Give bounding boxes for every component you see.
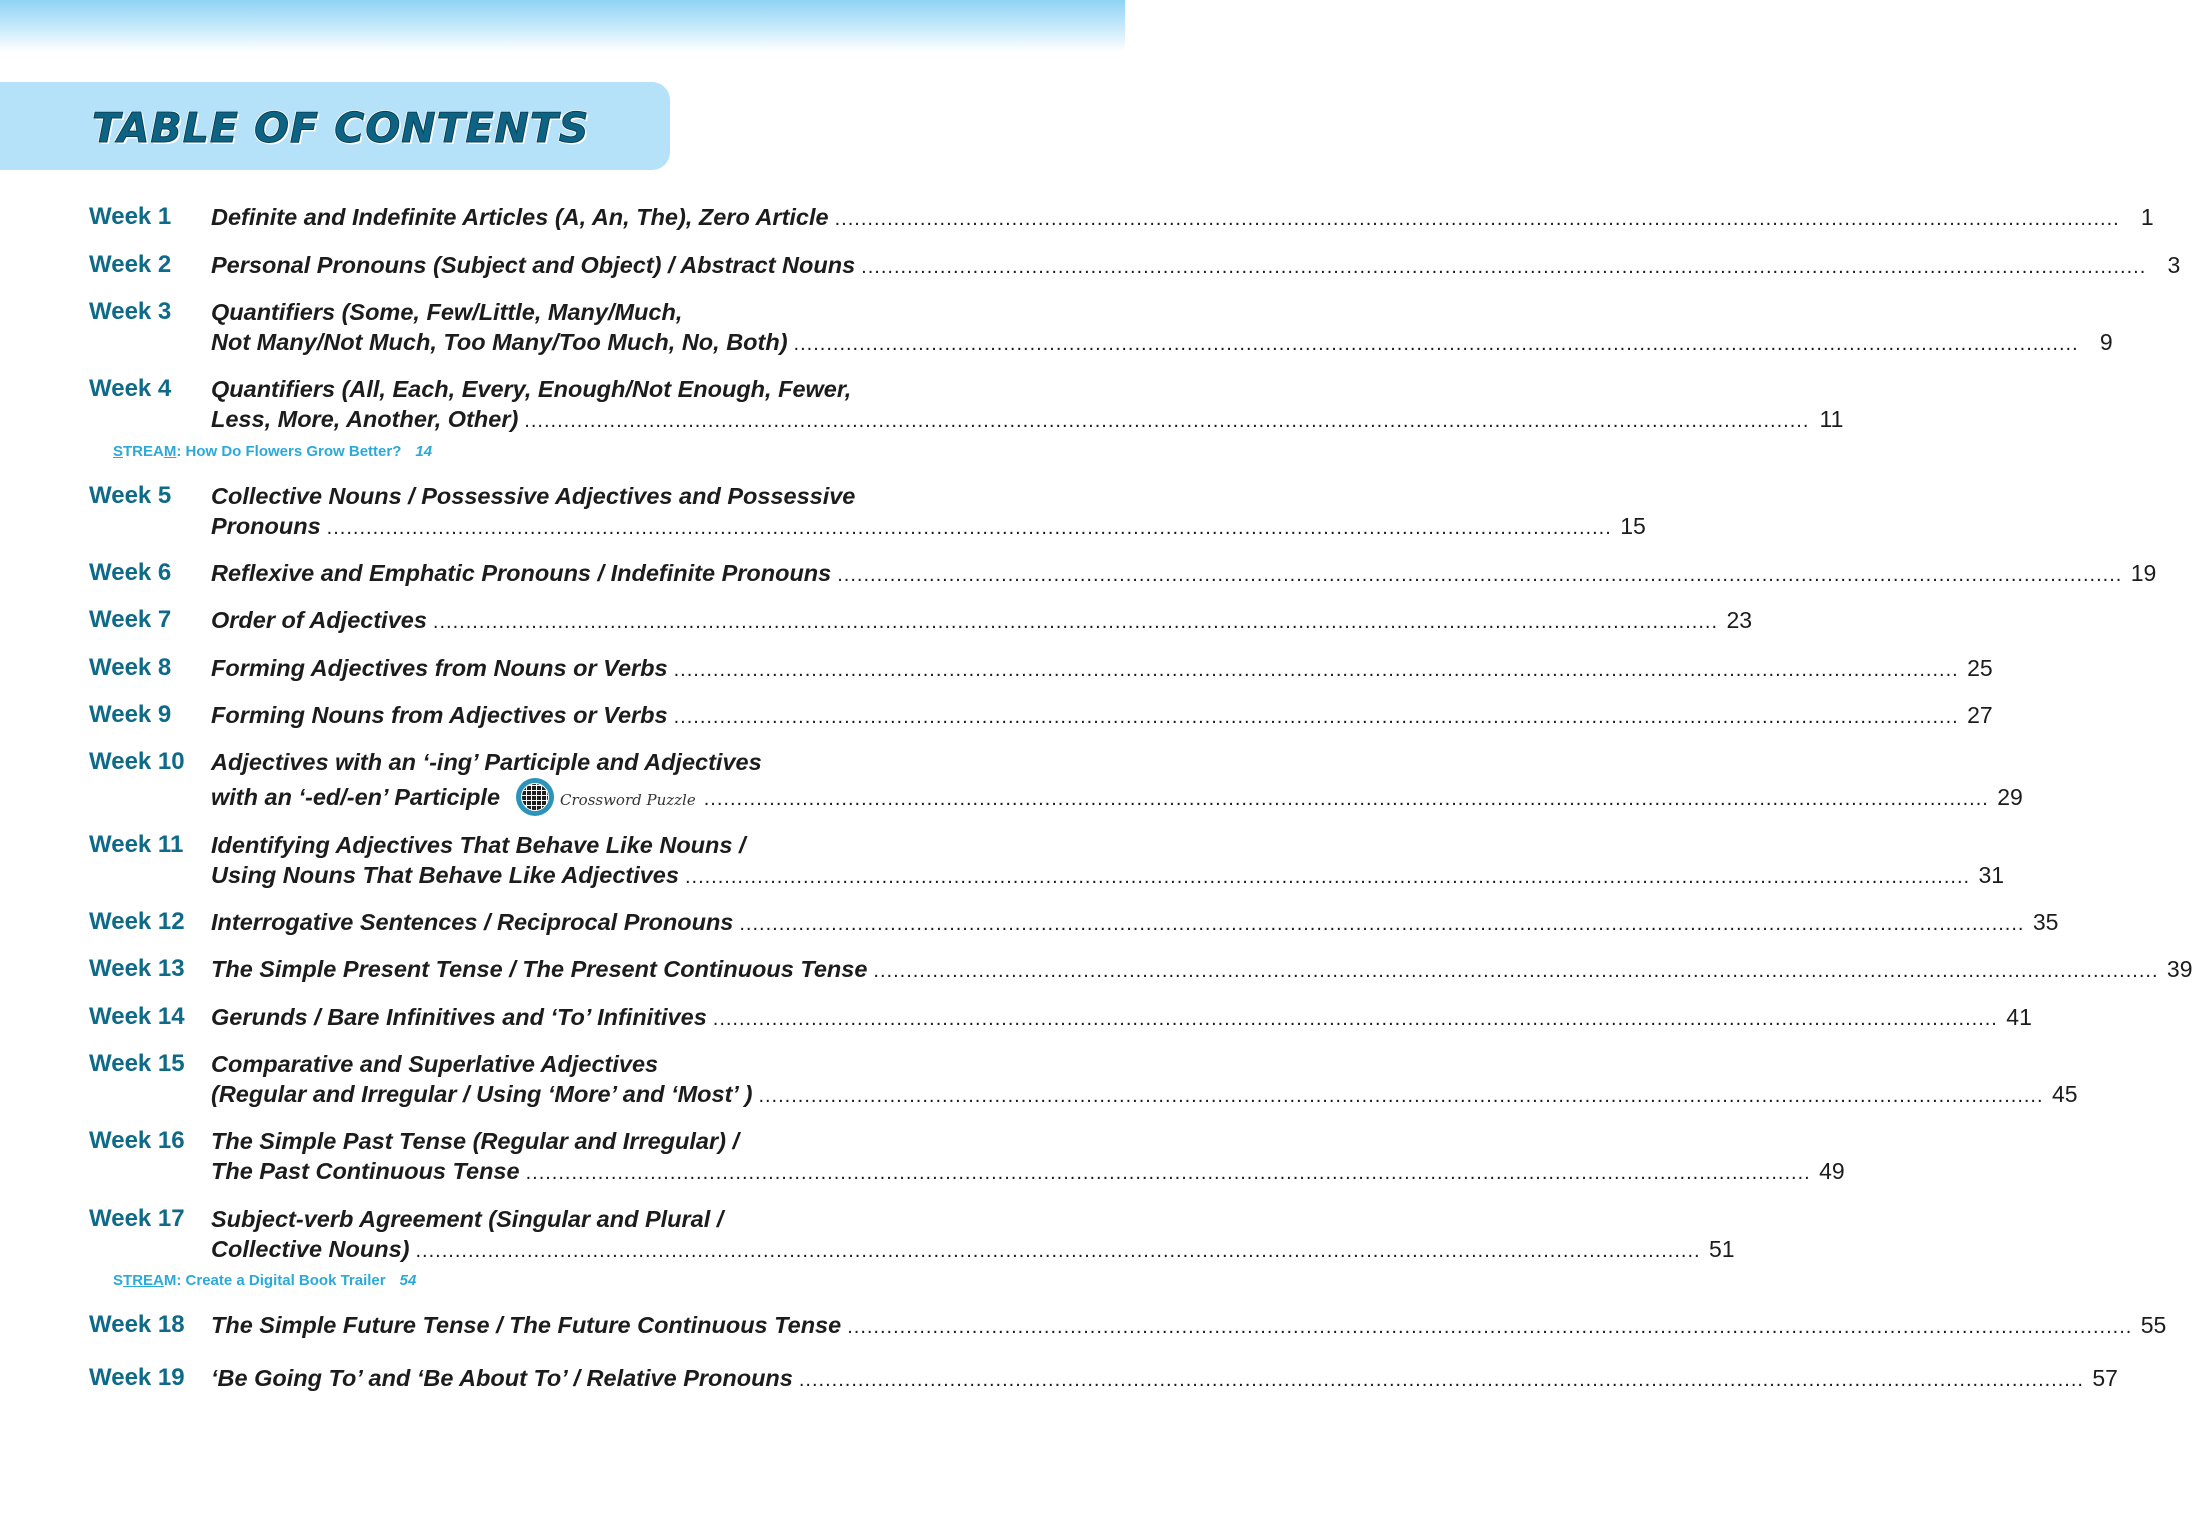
week-label: Week 11: [89, 831, 184, 858]
page-number: 49: [1819, 1158, 1845, 1184]
topic-last-line: [211, 1234, 1735, 1264]
topic-last-line: [211, 1310, 2167, 1340]
topic-last-line: [211, 1363, 2118, 1393]
stream-letter-s: S: [113, 1272, 124, 1289]
dot-leader: ....................................................................................................................................................................................................: [847, 1316, 2133, 1338]
crossword-icon: [516, 778, 554, 816]
topic-text: Order of Adjectives: [211, 607, 427, 633]
page-number: 25: [1967, 655, 1993, 681]
topic-line: Collective Nouns / Possessive Adjectives and Possessive: [211, 483, 856, 509]
topic-text: The Simple Future Tense / The Future Continuous Tense: [211, 1312, 842, 1338]
topic-line: Quantifiers (All, Each, Every, Enough/Not Enough, Fewer,: [211, 376, 852, 402]
topic-last-line: [211, 558, 2157, 588]
stream-title: M: Create a Digital Book Trailer: [163, 1272, 386, 1289]
topic-last-line: [211, 1156, 1845, 1186]
page-number: 29: [1997, 784, 2023, 810]
topic-text: The Past Continuous Tense: [211, 1158, 520, 1184]
dot-leader: ....................................................................................................................................................................................................: [798, 1369, 2084, 1391]
topic-line: Adjectives with an ‘-ing’ Participle and Adjectives: [211, 749, 762, 775]
dot-leader: ....................................................................................................................................................................................................: [432, 611, 1719, 633]
topic-last-line: [211, 782, 2023, 812]
week-label: Week 16: [89, 1127, 185, 1154]
topic-text: Forming Adjectives from Nouns or Verbs: [211, 655, 668, 681]
page-number: 55: [2140, 1312, 2167, 1338]
dot-leader: ....................................................................................................................................................................................................: [326, 517, 1612, 539]
week-label: Week 18: [89, 1311, 185, 1338]
week-label: Week 5: [89, 482, 172, 509]
topic-line: Subject-verb Agreement (Singular and Plural /: [211, 1206, 724, 1232]
topic-last-line: [211, 954, 2193, 984]
page-number: 31: [1978, 862, 2005, 888]
dot-leader: ....................................................................................................................................................................................................: [525, 1162, 1811, 1184]
dot-leader: ....................................................................................................................................................................................................: [861, 256, 2147, 278]
top-gradient-band: [0, 0, 1125, 52]
week-label: Week 12: [89, 908, 185, 935]
topic-last-line: [211, 700, 1993, 730]
stream-activity-book-trailer[interactable]: [113, 1271, 416, 1291]
week-label: Week 4: [89, 375, 172, 402]
topic-last-line: [211, 1002, 2032, 1032]
dot-leader: ....................................................................................................................................................................................................: [873, 960, 2159, 982]
dot-leader: ....................................................................................................................................................................................................: [673, 659, 1959, 681]
page-number: 3: [2167, 252, 2181, 278]
stream-page-number: 14: [415, 443, 433, 460]
dot-leader: ....................................................................................................................................................................................................: [524, 410, 1810, 432]
stream-activity-flowers[interactable]: [113, 442, 432, 462]
dot-leader: ....................................................................................................................................................................................................: [684, 866, 1971, 888]
dot-leader: ....................................................................................................................................................................................................: [712, 1008, 1998, 1030]
week-label: Week 14: [89, 1003, 185, 1030]
page-number: 9: [2099, 329, 2113, 355]
topic-line: Comparative and Superlative Adjectives: [211, 1051, 659, 1077]
topic-line: Identifying Adjectives That Behave Like Nouns /: [211, 832, 746, 858]
topic-text: Pronouns: [211, 513, 321, 539]
stream-title: : How Do Flowers Grow Better?: [176, 443, 402, 460]
page-number: 27: [1967, 702, 1993, 728]
topic-last-line: [211, 327, 2113, 357]
topic-line: Quantifiers (Some, Few/Little, Many/Much,: [211, 299, 683, 325]
topic-text: (Regular and Irregular / Using ‘More’ and ‘Most’ ): [211, 1081, 753, 1107]
topic-last-line: [211, 860, 2005, 890]
dot-leader: ....................................................................................................................................................................................................: [673, 706, 1959, 728]
page-number: 41: [2006, 1004, 2032, 1030]
week-label: Week 8: [89, 654, 172, 681]
page-number: 57: [2092, 1365, 2118, 1391]
topic-text: Not Many/Not Much, Too Many/Too Much, No, Both): [211, 329, 788, 355]
page-number: 39: [2166, 956, 2193, 982]
dot-leader: ....................................................................................................................................................................................................: [837, 564, 2123, 586]
week-label: Week 6: [89, 559, 172, 586]
dot-leader: ....................................................................................................................................................................................................: [703, 788, 1989, 810]
topic-text: Interrogative Sentences / Reciprocal Pronouns: [211, 909, 734, 935]
topic-last-line: [211, 907, 2059, 937]
week-label: Week 13: [89, 955, 185, 982]
week-label: Week 9: [89, 701, 172, 728]
week-label: Week 10: [89, 748, 185, 775]
topic-last-line: [211, 202, 2154, 232]
stream-letter-a: A: [153, 1272, 164, 1289]
week-label: Week 7: [89, 606, 172, 633]
dot-leader: ....................................................................................................................................................................................................: [834, 208, 2120, 230]
topic-text: The Simple Present Tense / The Present Continuous Tense: [211, 956, 868, 982]
page-title: TABLE OF CONTENTS: [92, 104, 590, 152]
page-number: 11: [1819, 406, 1844, 432]
stream-letter-m: M: [163, 443, 177, 460]
topic-text: Forming Nouns from Adjectives or Verbs: [211, 702, 668, 728]
topic-last-line: [211, 605, 1753, 635]
page-number: 19: [2130, 560, 2157, 586]
topic-text: Collective Nouns): [211, 1236, 410, 1262]
dot-leader: ....................................................................................................................................................................................................: [758, 1085, 2044, 1107]
week-label: Week 2: [89, 251, 172, 278]
week-label: Week 1: [89, 203, 172, 230]
week-label: Week 15: [89, 1050, 185, 1077]
topic-text: ‘Be Going To’ and ‘Be About To’ / Relative Pronouns: [211, 1365, 793, 1391]
stream-letter-s: S: [113, 443, 124, 460]
page-number: 51: [1709, 1236, 1735, 1262]
topic-last-line: [211, 404, 1844, 434]
stream-letter-r: R: [132, 1272, 144, 1289]
topic-text: Definite and Indefinite Articles (A, An, The), Zero Article: [211, 204, 829, 230]
stream-page-number: 54: [399, 1272, 417, 1289]
dot-leader: ....................................................................................................................................................................................................: [739, 913, 2025, 935]
topic-text: Reflexive and Emphatic Pronouns / Indefinite Pronouns: [211, 560, 832, 586]
week-label: Week 19: [89, 1364, 185, 1391]
topic-line: The Simple Past Tense (Regular and Irregular) /: [211, 1128, 740, 1154]
crossword-label: Crossword Puzzle: [560, 791, 696, 809]
week-label: Week 17: [89, 1205, 185, 1232]
topic-text: Gerunds / Bare Infinitives and ‘To’ Infinitives: [211, 1004, 707, 1030]
crossword-grid: [521, 783, 549, 811]
topic-text: Using Nouns That Behave Like Adjectives: [211, 862, 679, 888]
week-label: Week 3: [89, 298, 172, 325]
page-number: 35: [2032, 909, 2059, 935]
page-number: 15: [1620, 513, 1646, 539]
page-number: 1: [2140, 204, 2154, 230]
topic-last-line: [211, 653, 1993, 683]
topic-last-line: [211, 511, 1646, 541]
page-number: 23: [1726, 607, 1753, 633]
topic-text: Personal Pronouns (Subject and Object) / Abstract Nouns: [211, 252, 856, 278]
dot-leader: ....................................................................................................................................................................................................: [415, 1240, 1701, 1262]
stream-letters: TREA: [123, 443, 164, 460]
stream-letter-t: T: [123, 1272, 133, 1289]
page-number: 45: [2051, 1081, 2078, 1107]
topic-text: Less, More, Another, Other): [211, 406, 519, 432]
topic-last-line: [211, 1079, 2078, 1109]
topic-last-line: [211, 250, 2181, 280]
dot-leader: ....................................................................................................................................................................................................: [793, 333, 2079, 355]
topic-text: with an ‘-ed/-en’ Participle: [211, 784, 501, 810]
stream-letter-e: E: [143, 1272, 154, 1289]
